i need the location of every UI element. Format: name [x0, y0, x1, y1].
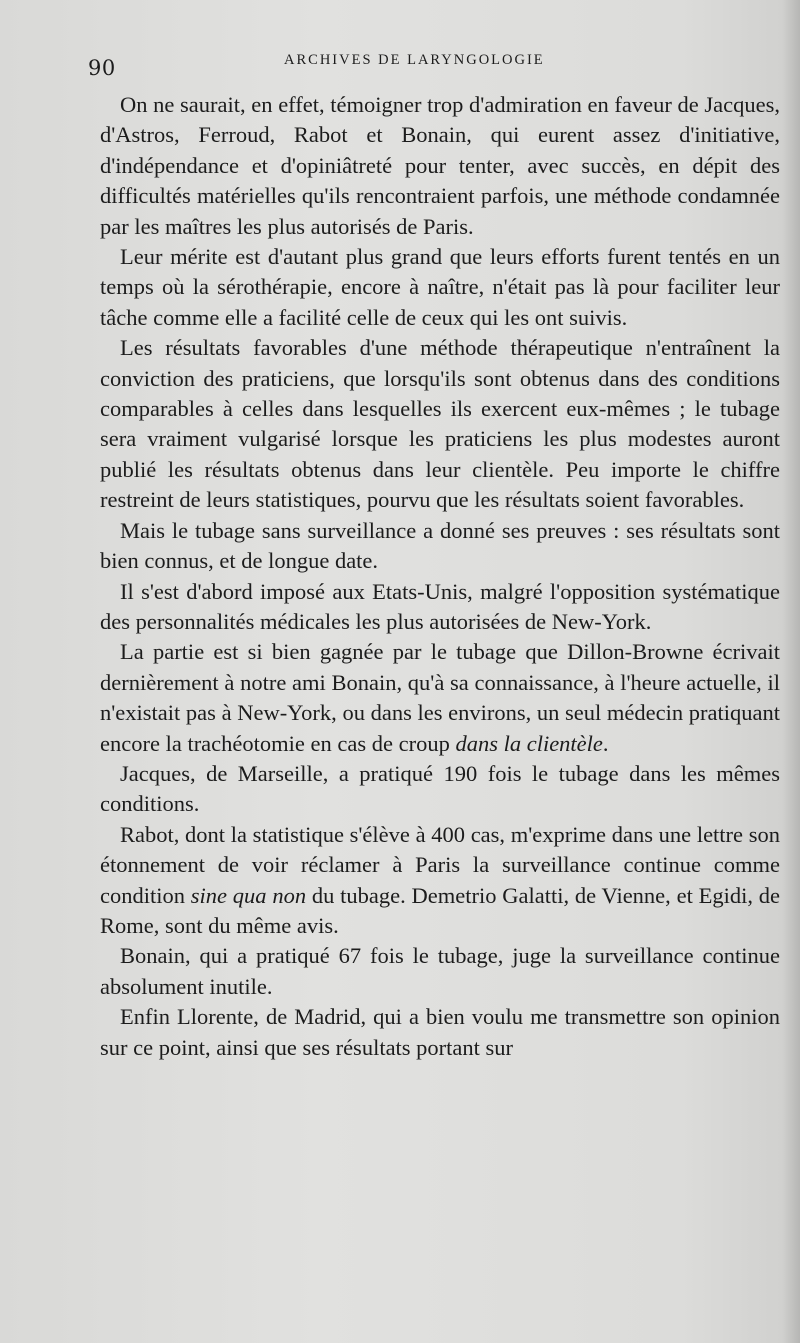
paragraph-dillon-browne-text: La partie est si bien gagnée par le tubage que Dillon-Browne écrivait dernièrement à notre ami Bonain, qu'à sa connaissance, à l'heure actuelle, il n'existait pas à New-York, ou dans les environs, un seul médecin pratiquant encore la trachéotomie en cas de croup: [100, 639, 780, 756]
paragraph-rabot-italic: sine qua non: [190, 882, 307, 908]
paragraph-dillon-browne-italic: dans la clientèle: [455, 730, 603, 756]
paragraph-results: Les résultats favorables d'une méthode thérapeutique n'entraînent la conviction des praticiens, que lorsqu'ils sont obtenus dans des conditions comparables à celles dans lesquelles ils exercent eux-mêmes ; le tubage sera vraiment vulgarisé lorsque les praticiens les plus modestes auront publié les résultats obtenus dans leur clientèle. Peu importe le chiffre restreint de leurs statistiques, pourvu que les résultats soient favorables.: [100, 335, 780, 513]
paragraph-bonain: Bonain, qui a pratiqué 67 fois le tubage, juge la surveillance continue absolument inutile.: [100, 943, 780, 999]
page-edge-shadow: [782, 0, 800, 1343]
paragraph-llorente: Enfin Llorente, de Madrid, qui a bien voulu me transmettre son opinion sur ce point, ainsi que ses résultats portant sur: [100, 1004, 780, 1060]
running-head: ARCHIVES DE LARYNGOLOGIE: [284, 52, 545, 68]
paragraph-dillon-browne: [100, 637, 780, 759]
paragraph-merit: Leur mérite est d'autant plus grand que leurs efforts furent tentés en un temps où la sérothérapie, encore à naître, n'était pas là pour faciliter leur tâche comme elle a facilité celle de ceux qui les ont suivis.: [100, 244, 780, 330]
paragraph-admiration: On ne saurait, en effet, témoigner trop d'admiration en faveur de Jacques, d'Astros, Ferroud, Rabot et Bonain, qui eurent assez d'initiative, d'indépendance et d'opiniâtreté pour tenter, avec succès, en dépit des difficultés matérielles qu'ils rencontraient parfois, une méthode condamnée par les maîtres les plus autorisés de Paris.: [100, 92, 780, 239]
paragraph-dillon-browne-end: .: [602, 730, 609, 756]
paragraph-rabot-text: Rabot, dont la statistique s'élève à 400 cas, m'exprime dans une lettre son étonnement de voir réclamer à Paris la surveillance continue comme condition: [100, 821, 780, 908]
page-number: 90: [88, 56, 116, 80]
paragraph-jacques: Jacques, de Marseille, a pratiqué 190 fois le tubage dans les mêmes conditions.: [100, 760, 780, 817]
paragraph-rabot: [100, 820, 780, 942]
paragraph-proofs: Mais le tubage sans surveillance a donné ses preuves : ses résultats sont bien connus, et de longue date.: [100, 517, 780, 574]
paragraph-rabot-end: du tubage. Demetrio Galatti, de Vienne, et Egidi, de Rome, sont du même avis.: [100, 882, 780, 938]
paragraph-united-states: Il s'est d'abord imposé aux Etats-Unis, malgré l'opposition systématique des personnalités médicales les plus autorisées de New-York.: [100, 578, 780, 634]
body-text: [100, 90, 780, 1063]
